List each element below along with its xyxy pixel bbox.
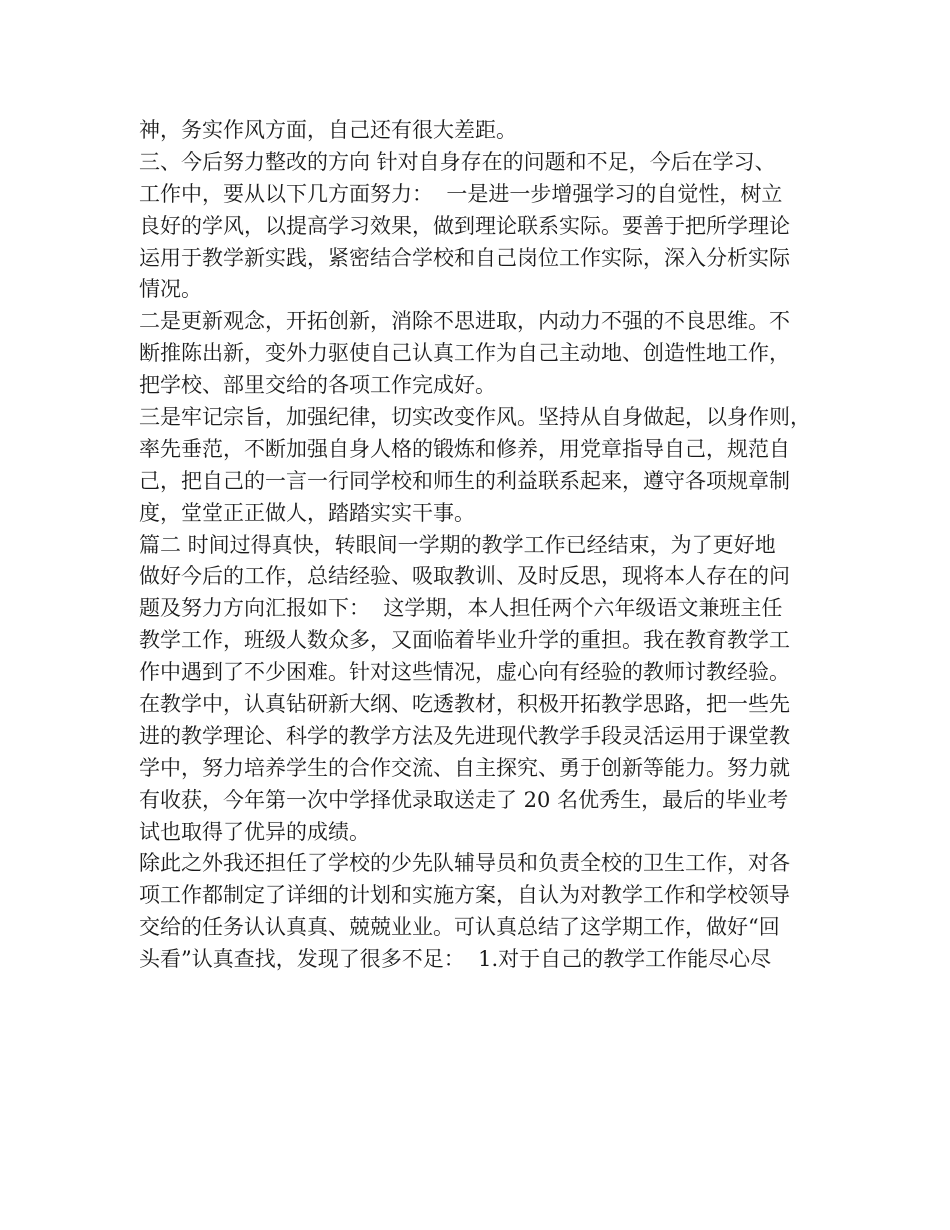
text-line: 做好今后的工作，总结经验、吸取教训、及时反思，现将本人存在的问 (139, 564, 790, 589)
text-line: 有收获，今年第一次中学择优录取送走了 20 名优秀生，最后的毕业考 (139, 787, 789, 812)
text-line: 己，把自己的一言一行同学校和师生的利益联系起来，遵守各项规章制 (139, 468, 790, 493)
text-line: 三是牢记宗旨，加强纪律，切实改变作风。坚持从自身做起，以身作则， (139, 405, 811, 430)
text-line: 题及努力方向汇报如下： 这学期，本人担任两个六年级语文兼班主任 (139, 596, 783, 621)
text-line: 二是更新观念，开拓创新，消除不思进取，内动力不强的不良思维。不 (139, 309, 790, 334)
text-line: 把学校、部里交给的各项工作完成好。 (139, 373, 496, 398)
text-line: 进的教学理论、科学的教学方法及先进现代教学手段灵活运用于课堂教 (139, 723, 790, 748)
text-line: 试也取得了优异的成绩。 (139, 819, 370, 844)
text-line: 项工作都制定了详细的计划和实施方案，自认为对教学工作和学校领导 (139, 883, 790, 908)
text-line: 运用于教学新实践，紧密结合学校和自己岗位工作实际，深入分析实际 (139, 245, 790, 270)
text-line: 良好的学风，以提高学习效果，做到理论联系实际。要善于把所学理论 (139, 213, 790, 238)
text-line: 三、今后努力整改的方向 针对自身存在的问题和不足，今后在学习、 (139, 149, 776, 174)
text-line: 除此之外我还担任了学校的少先队辅导员和负责全校的卫生工作，对各 (139, 851, 790, 876)
text-line: 率先垂范，不断加强自身人格的锻炼和修养，用党章指导自己，规范自 (139, 436, 790, 461)
text-line: 在教学中，认真钻研新大纲、吃透教材，积极开拓教学思路，把一些先 (139, 692, 790, 717)
document-body (139, 115, 829, 976)
text-line: 篇二 时间过得真快，转眼间一学期的教学工作已经结束，为了更好地 (139, 532, 776, 557)
text-line: 断推陈出新，变外力驱使自己认真工作为自己主动地、创造性地工作， (139, 341, 790, 366)
text-line: 教学工作，班级人数众多，又面临着毕业升学的重担。我在教育教学工 (139, 628, 790, 653)
text-line: 神，务实作风方面，自己还有很大差距。 (139, 118, 517, 142)
text-line: 学中，努力培养学生的合作交流、自主探究、勇于创新等能力。努力就 (139, 755, 790, 780)
text-line: 作中遇到了不少困难。针对这些情况，虚心向有经验的教师讨教经验。 (139, 660, 790, 685)
text-line: 交给的任务认认真真、兢兢业业。可认真总结了这学期工作，做好“回 (139, 915, 780, 940)
text-line: 工作中，要从以下几方面努力： 一是进一步增强学习的自觉性，树立 (139, 181, 783, 206)
text-line: 头看”认真查找，发现了很多不足： 1.对于自己的教学工作能尽心尽 (139, 947, 772, 972)
text-line: 情况。 (139, 277, 202, 302)
text-line: 度，堂堂正正做人，踏踏实实干事。 (139, 500, 475, 525)
